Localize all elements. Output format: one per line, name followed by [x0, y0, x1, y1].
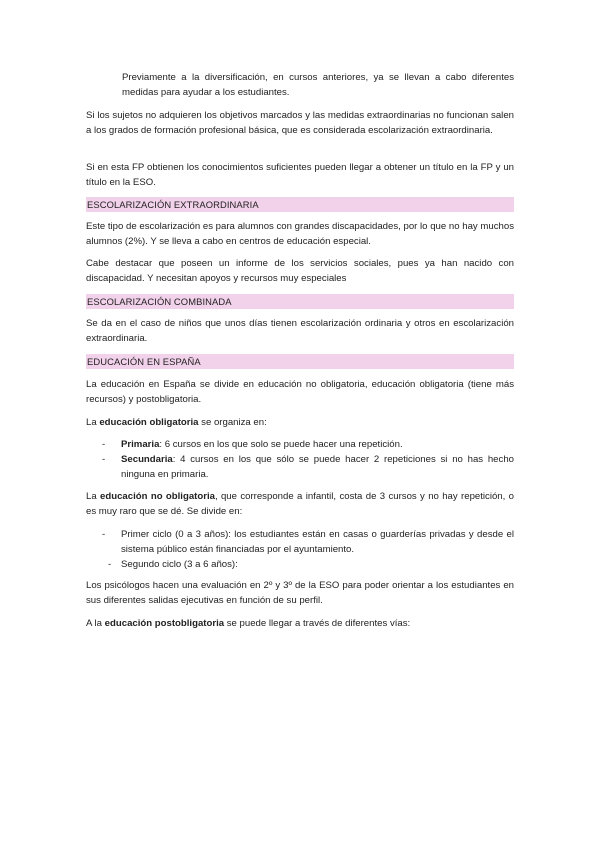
- list-item: - Segundo ciclo (3 a 6 años):: [102, 557, 514, 572]
- list-item: - Secundaria: 4 cursos en los que sólo se puede hacer 2 repeticiones si no has hecho ninguna en primaria.: [102, 454, 514, 481]
- bold-educacion-no-obligatoria: educación no obligatoria: [100, 491, 215, 502]
- heading-educacion-espana: EDUCACIÓN EN ESPAÑA: [86, 354, 514, 369]
- paragraph-informe: Cabe destacar que poseen un informe de los servicios sociales, pues ya han nacido con discapacidad. Y necesitan apoyos y recursos muy especiales: [86, 258, 514, 285]
- heading-escolarizacion-combinada: ESCOLARIZACIÓN COMBINADA: [86, 294, 514, 309]
- list-dash: -: [102, 439, 106, 450]
- paragraph-objetivos: Si los sujetos no adquieren los objetivos marcados y las medidas extraordinarias no funcionan salen a los grados de formación profesional básica, que es considerada escolarización extraordinaria.: [86, 110, 514, 137]
- list-dash: -: [102, 529, 106, 540]
- list-dash: -: [108, 559, 112, 570]
- bold-educacion-postobligatoria: educación postobligatoria: [104, 618, 225, 629]
- paragraph-fp: Si en esta FP obtienen los conocimientos suficientes pueden llegar a obtener un título en la FP y un título en la ESO.: [86, 162, 514, 189]
- list-item: - Primer ciclo (0 a 3 años): los estudiantes están en casas o guarderías privadas y desde el sistema público están financiadas por el ayuntamiento.: [102, 529, 514, 556]
- bold-primaria: Primaria: [121, 439, 160, 450]
- paragraph-obligatoria-intro: La educación obligatoria se organiza en:: [86, 417, 267, 428]
- paragraph-no-obligatoria: La educación no obligatoria, que corresponde a infantil, costa de 3 cursos y no hay repetición, o es muy raro que se dé. Se divide en:: [86, 491, 514, 518]
- paragraph-combinada: Se da en el caso de niños que unos días tienen escolarización ordinaria y otros en escolarización extraordinaria.: [86, 318, 514, 345]
- list-item: - Primaria: 6 cursos en los que solo se puede hacer una repetición.: [102, 437, 514, 452]
- paragraph-diversificacion: Previamente a la diversificación, en cursos anteriores, ya se llevan a cabo diferentes medidas para ayudar a los estudiantes.: [122, 72, 514, 99]
- paragraph-escolarizacion-tipo: Este tipo de escolarización es para alumnos con grandes discapacidades, por lo que no hay muchos alumnos (2%). Y se lleva a cabo en centros de educación especial.: [86, 221, 514, 248]
- bold-secundaria: Secundaria: [121, 454, 173, 465]
- paragraph-psicologos: Los psicólogos hacen una evaluación en 2º y 3º de la ESO para poder orientar a los estudiantes en sus diferentes salidas ejecutivas en función de su perfil.: [86, 580, 514, 607]
- bold-educacion-obligatoria: educación obligatoria: [99, 417, 199, 428]
- list-dash: -: [102, 454, 106, 465]
- paragraph-educacion-division: La educación en España se divide en educación no obligatoria, educación obligatoria (tiene más recursos) y postobligatoria.: [86, 379, 514, 406]
- heading-escolarizacion-extraordinaria: ESCOLARIZACIÓN EXTRAORDINARIA: [86, 197, 514, 212]
- paragraph-postobligatoria: A la educación postobligatoria se puede llegar a través de diferentes vías:: [86, 618, 411, 629]
